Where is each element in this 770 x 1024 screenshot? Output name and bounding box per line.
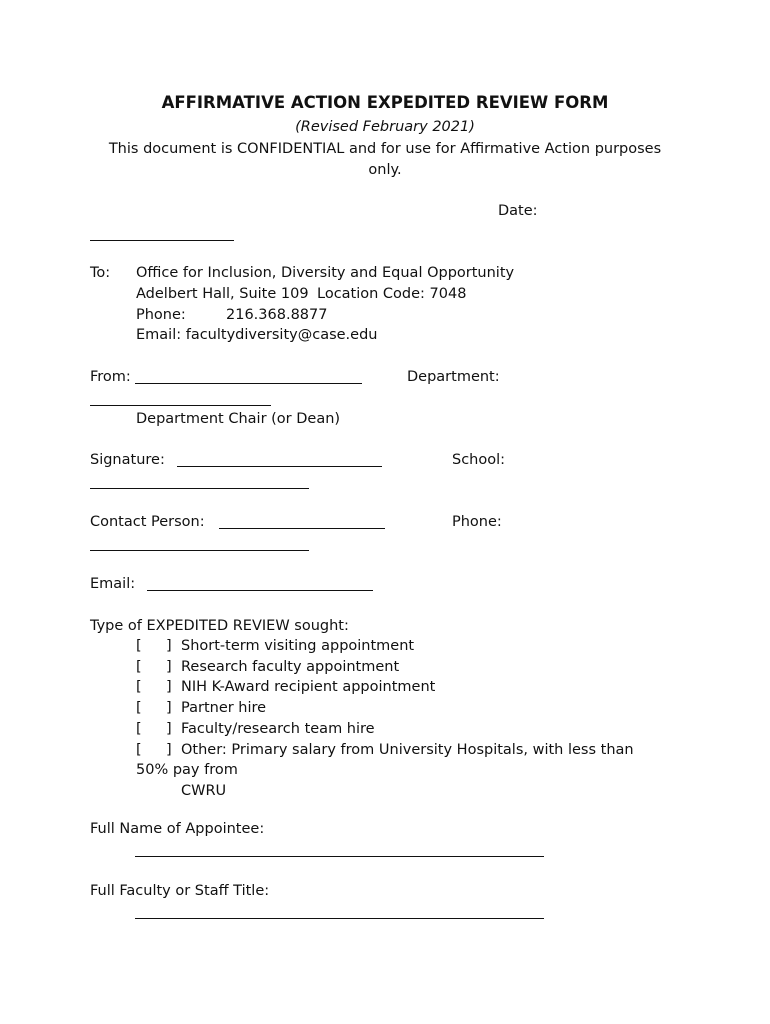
review-option-label: NIH K-Award recipient appointment <box>181 679 436 695</box>
checkbox-close-bracket: ] <box>166 721 172 737</box>
review-option-other-continued-2: CWRU <box>181 783 227 799</box>
checkbox-open-bracket: [ <box>136 638 142 654</box>
checkbox-close-bracket: ] <box>166 700 172 716</box>
school-label: School: <box>452 452 506 468</box>
to-email: Email: facultydiversity@case.edu <box>136 327 378 343</box>
to-location-code: Location Code: 7048 <box>317 286 467 302</box>
checkbox-open-bracket: [ <box>136 700 142 716</box>
signature-label: Signature: <box>90 452 165 468</box>
revision-note: (Revised February 2021) <box>295 119 475 135</box>
title-field[interactable] <box>135 918 544 919</box>
review-option-other-continued: 50% pay from <box>136 762 238 778</box>
title-label: Full Faculty or Staff Title: <box>90 883 270 899</box>
checkbox-open-bracket: [ <box>136 659 142 675</box>
review-option-label: Faculty/research team hire <box>181 721 375 737</box>
department-label: Department: <box>407 369 500 385</box>
checkbox-open-bracket: [ <box>136 742 142 758</box>
date-label: Date: <box>498 203 538 219</box>
checkbox-close-bracket: ] <box>166 742 172 758</box>
phone-field[interactable] <box>90 550 309 551</box>
to-address: Adelbert Hall, Suite 109 <box>136 286 309 302</box>
to-phone-value: 216.368.8877 <box>226 307 328 323</box>
to-phone-label: Phone: <box>136 307 186 323</box>
checkbox-open-bracket: [ <box>136 679 142 695</box>
from-field[interactable] <box>135 383 362 384</box>
confidential-note-line1: This document is CONFIDENTIAL and for use for Affirmative Action purposes <box>108 141 662 157</box>
contact-person-label: Contact Person: <box>90 514 205 530</box>
appointee-name-field[interactable] <box>135 856 544 857</box>
review-option-label: Short-term visiting appointment <box>181 638 415 654</box>
to-office: Office for Inclusion, Diversity and Equal Opportunity <box>136 265 515 281</box>
phone-label: Phone: <box>452 514 502 530</box>
email-label: Email: <box>90 576 136 592</box>
date-field[interactable] <box>90 240 234 241</box>
confidential-note-line2: only. <box>368 162 402 178</box>
to-label: To: <box>90 265 111 281</box>
department-field[interactable] <box>90 405 271 406</box>
from-label: From: <box>90 369 131 385</box>
checkbox-open-bracket: [ <box>136 721 142 737</box>
school-field[interactable] <box>90 488 309 489</box>
email-field[interactable] <box>147 590 373 591</box>
appointee-name-label: Full Name of Appointee: <box>90 821 265 837</box>
review-type-heading: Type of EXPEDITED REVIEW sought: <box>90 618 349 634</box>
checkbox-close-bracket: ] <box>166 659 172 675</box>
contact-person-field[interactable] <box>219 528 385 529</box>
review-option-label: Research faculty appointment <box>181 659 400 675</box>
department-chair-label: Department Chair (or Dean) <box>136 411 341 427</box>
review-option-label: Partner hire <box>181 700 267 716</box>
signature-field[interactable] <box>177 466 382 467</box>
review-option-label: Other: Primary salary from University Hospitals, with less than <box>181 742 634 758</box>
checkbox-close-bracket: ] <box>166 679 172 695</box>
form-title: AFFIRMATIVE ACTION EXPEDITED REVIEW FORM <box>161 93 609 112</box>
checkbox-close-bracket: ] <box>166 638 172 654</box>
